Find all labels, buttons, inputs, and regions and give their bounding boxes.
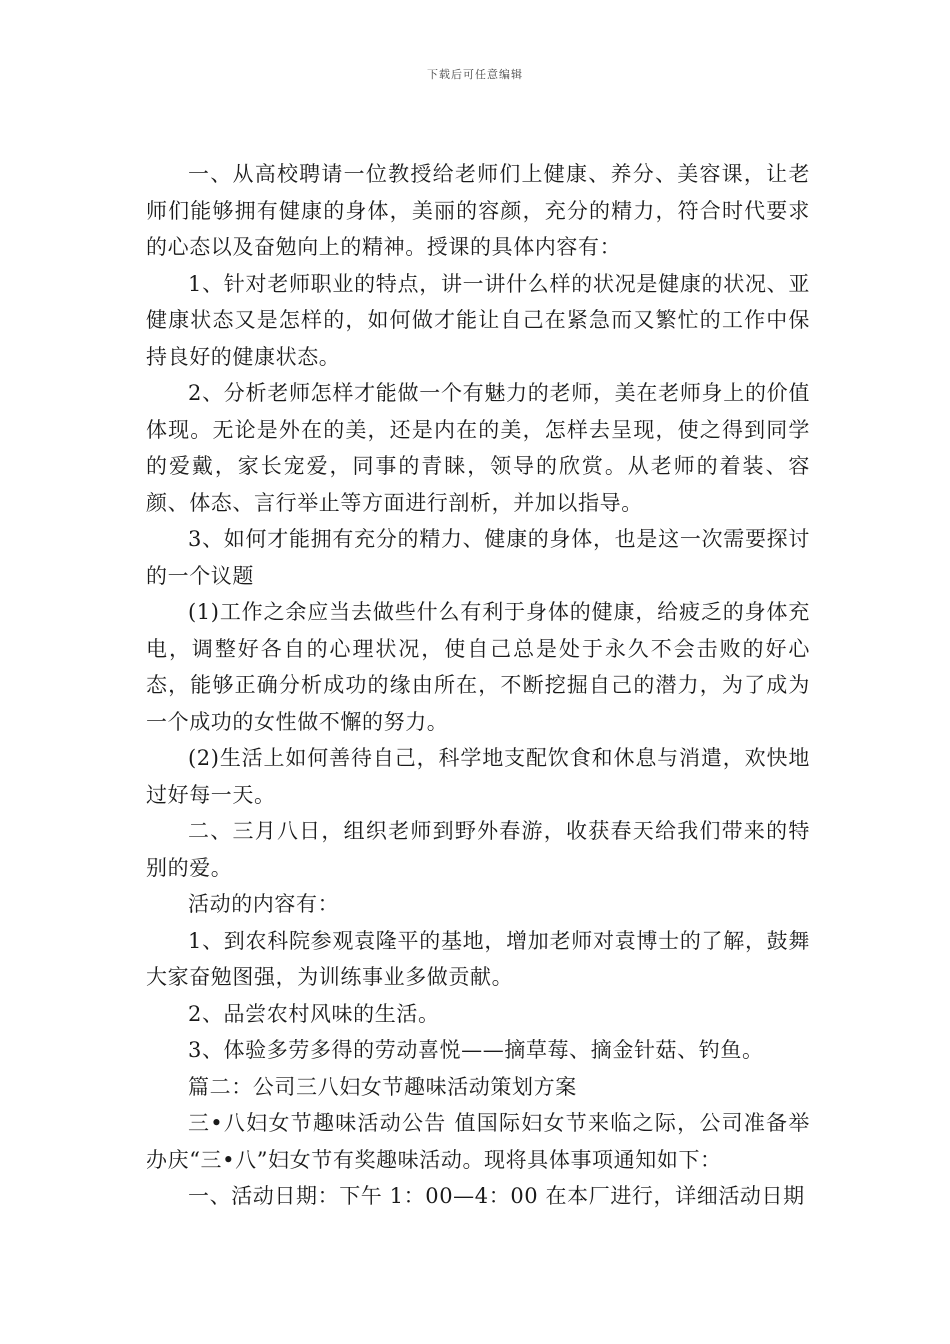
paragraph-3: 2、分析老师怎样才能做一个有魅力的老师，美在老师身上的价值体现。无论是外在的美，还是内在的美，怎样去呈现，使之得到同学的爱戴，家长宠爱，同事的青睐，领导的欣赏。从老师的着装、容颜、体态、言行举止等方面进行剖析，并加以指导。 [146, 381, 810, 515]
paragraph-14: 一、活动日期：下午 1：00—4：00 在本厂进行，详细活动日期 [188, 1184, 805, 1208]
paragraph-7: 二、三月八日，组织老师到野外春游，收获春天给我们带来的特别的爱。 [146, 819, 810, 880]
paragraph-6: (2)生活上如何善待自己，科学地支配饮食和休息与消遣，欢快地过好每一天。 [146, 746, 810, 807]
paragraph-10: 2、品尝农村风味的生活。 [188, 1001, 440, 1026]
paragraph-8: 活动的内容有： [188, 892, 340, 916]
paragraph-13: 三•八妇女节趣味活动公告 值国际妇女节来临之际，公司准备举办庆“三•八”妇女节有奖趣味活动。现将具体事项通知如下： [146, 1111, 810, 1172]
paragraph-9: 1、到农科院参观袁隆平的基地，增加老师对袁博士的了解，鼓舞大家奋勉图强，为训练事业多做贡献。 [146, 928, 810, 989]
header-note: 下载后可任意编辑 [427, 68, 523, 81]
paragraph-1: 一、从高校聘请一位教授给老师们上健康、养分、美容课，让老师们能够拥有健康的身体，美丽的容颜，充分的精力，符合时代要求的心态以及奋勉向上的精神。授课的具体内容有： [146, 162, 810, 259]
paragraph-11: 3、体验多劳多得的劳动喜悦——摘草莓、摘金针菇、钓鱼。 [188, 1038, 764, 1062]
paragraph-5: (1)工作之余应当去做些什么有利于身体的健康，给疲乏的身体充电，调整好各自的心理状况，使自己总是处于永久不会击败的好心态，能够正确分析成功的缘由所在，不断挖掘自己的潜力，为了成为一个成功的女性做不懈的努力。 [146, 600, 810, 734]
paragraph-2: 1、针对老师职业的特点，讲一讲什么样的状况是健康的状况、亚健康状态又是怎样的，如何做才能让自己在紧急而又繁忙的工作中保持良好的健康状态。 [146, 271, 810, 369]
document-body [146, 156, 810, 1215]
section-heading: 篇二：公司三八妇女节趣味活动策划方案 [188, 1074, 577, 1099]
paragraph-4: 3、如何才能拥有充分的精力、健康的身体，也是这一次需要探讨的一个议题 [146, 527, 810, 588]
